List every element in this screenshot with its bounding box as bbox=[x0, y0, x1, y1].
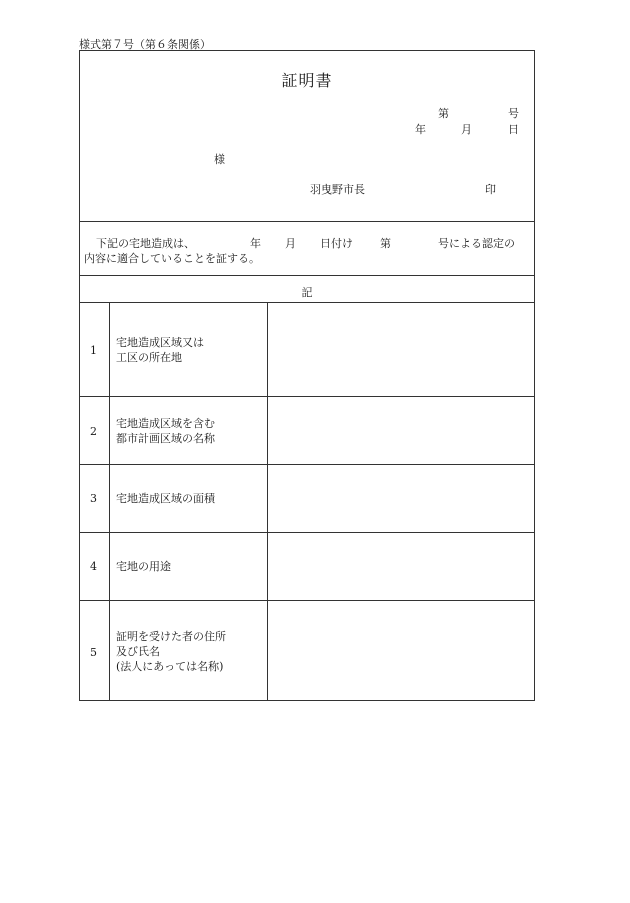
issuer-name: 羽曳野市長 bbox=[310, 183, 365, 196]
date-day: 日 bbox=[508, 123, 519, 136]
statement-year: 年 bbox=[250, 237, 261, 250]
addressee-suffix: 様 bbox=[214, 153, 225, 166]
statement-number-prefix: 第 bbox=[380, 237, 391, 250]
form-number-label: 様式第７号（第６条関係） bbox=[79, 38, 211, 51]
row-divider bbox=[80, 464, 534, 465]
statement-tail: 号による認定の bbox=[438, 237, 515, 250]
divider bbox=[80, 221, 534, 222]
statement-text-line2: 内容に適合していることを証する。 bbox=[84, 252, 260, 265]
row-number: 1 bbox=[90, 344, 97, 357]
row-label: 宅地造成区域又は 工区の所在地 bbox=[116, 336, 204, 364]
column-divider bbox=[109, 302, 110, 701]
statement-day: 日付け bbox=[320, 237, 353, 250]
seal-mark: 印 bbox=[485, 183, 496, 196]
certificate-form bbox=[79, 50, 535, 701]
row-label: 宅地の用途 bbox=[116, 560, 171, 573]
number-prefix: 第 bbox=[438, 107, 449, 120]
divider bbox=[80, 275, 534, 276]
statement-month: 月 bbox=[285, 237, 296, 250]
statement-text: 下記の宅地造成は、 bbox=[96, 237, 195, 250]
column-divider bbox=[267, 302, 268, 701]
row-number: 4 bbox=[90, 560, 97, 573]
row-number: 5 bbox=[90, 646, 97, 659]
row-label: 証明を受けた者の住所 及び氏名 (法人にあっては名称) bbox=[116, 630, 226, 673]
date-year: 年 bbox=[415, 123, 426, 136]
row-number: 2 bbox=[90, 425, 97, 438]
divider bbox=[80, 302, 534, 303]
record-heading: 記 bbox=[301, 286, 313, 299]
row-label: 宅地造成区域を含む 都市計画区域の名称 bbox=[116, 417, 215, 445]
row-label: 宅地造成区域の面積 bbox=[116, 492, 215, 505]
row-divider bbox=[80, 396, 534, 397]
number-suffix: 号 bbox=[508, 107, 519, 120]
row-divider bbox=[80, 532, 534, 533]
row-number: 3 bbox=[90, 492, 97, 505]
date-month: 月 bbox=[461, 123, 472, 136]
document-title: 証明書 bbox=[281, 71, 333, 90]
row-divider bbox=[80, 600, 534, 601]
